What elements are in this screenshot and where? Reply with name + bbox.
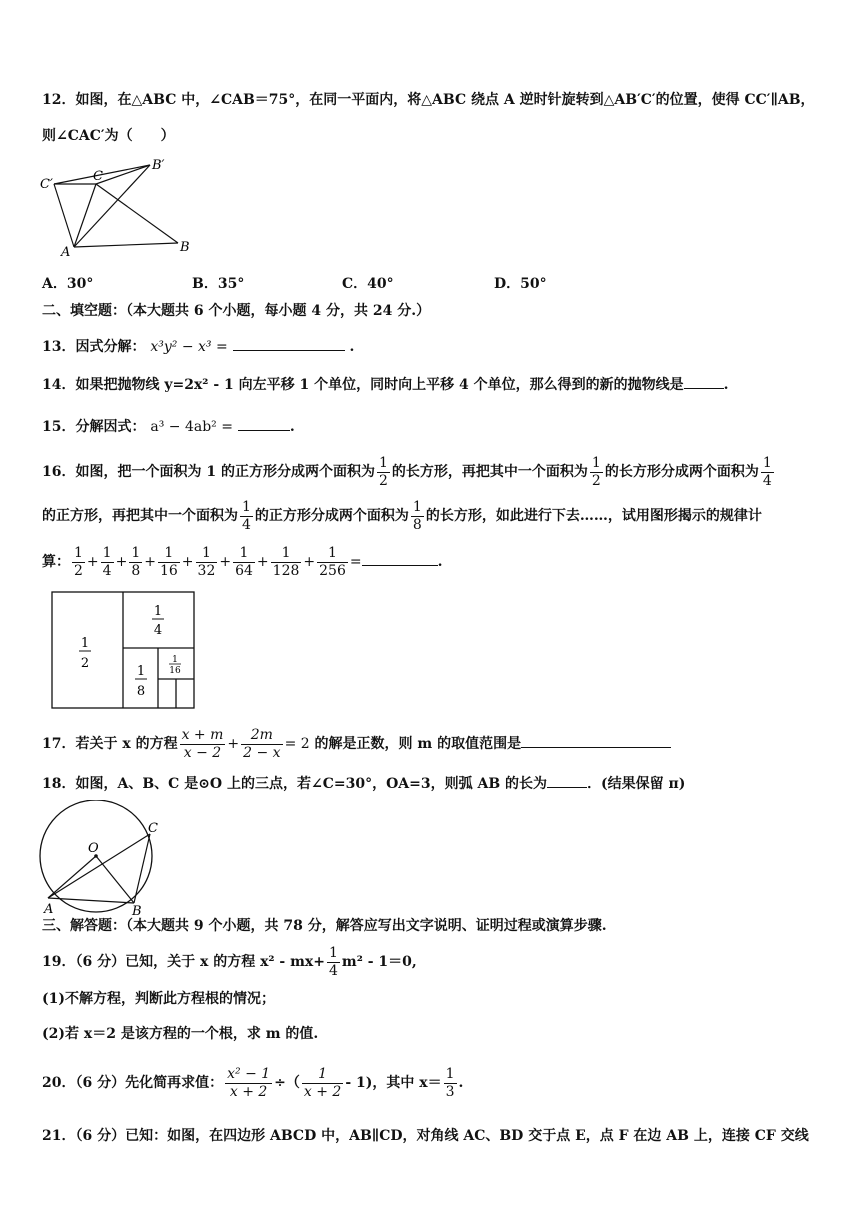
q14-answer-blank[interactable] [684,374,724,389]
q19-part1: (1)不解方程，判断此方程根的情况； [42,991,275,1007]
series-numerator: 1 [196,545,218,563]
series-numerator: 1 [317,545,348,563]
q20-frac-3: $\frac{1}{3}$ [445,1065,455,1100]
section-3-heading: 三、解答题：（本大题共 9 个小题，共 78 分，解答应写出文字说明、证明过程或演算步骤. [42,918,607,934]
fig-quarter-d: 4 [153,623,163,638]
q20-frac-1: $\frac{\text{x² − 1}}{x + 2}$ [227,1065,271,1100]
series-plus: + [115,554,128,570]
q16-suffix: . [437,554,443,570]
q16-line3 [42,540,442,584]
label-a-circle: A [44,902,54,915]
q16-text-1c: 的长方形分成两个面积为 [604,464,759,480]
q16-figure [51,591,196,710]
option-d[interactable]: D．50° [494,276,547,292]
q18 [42,773,685,794]
q17-frac-1: $\frac{x + m}{x - 2}$ [181,726,224,761]
q16-frac-half: $\frac{1}{2}$ [378,454,388,489]
q18-text: 18．如图，A、B、C 是⊙O 上的三点，若∠C=30°，OA=3，则弧 AB 的长为 [42,776,548,792]
label-o: O [88,841,99,856]
q16-line2 [42,494,762,538]
q14-suffix: . [723,377,729,393]
q21: 21．（6 分）已知：如图，在四边形 ABCD 中，AB∥CD，对角线 AC、BD 交于点 E，点 F 在边 AB 上，连接 CF 交线 [42,1128,809,1144]
series-numerator: 1 [233,545,255,563]
label-c-circle: C [148,821,158,836]
series-plus: + [303,554,316,570]
q17-answer-blank[interactable] [521,733,671,748]
series-denominator: 128 [272,562,300,579]
q16-frac-quarter-2: $\frac{1}{4}$ [242,498,251,533]
q13-prefix: 13．因式分解： [42,339,146,355]
series-fraction [233,545,255,580]
option-c[interactable]: C．40° [342,276,394,292]
series-numerator: 1 [131,544,141,561]
q14-text: 14．如果把抛物线 y=2x² - 1 向左平移 1 个单位，同时向上平移 4 个单位，那么得到的新的抛物线是 [42,377,684,393]
label-c-prime: C′ [40,177,53,192]
series-fraction [158,545,180,580]
series-plus: + [256,554,269,570]
series-fraction [101,545,114,580]
q20-frac-2: $\frac{1}{x + 2}$ [303,1065,342,1100]
q20 [42,1061,463,1105]
section-2-heading: 二、填空题：（本大题共 6 个小题，每小题 4 分，共 24 分.） [42,303,431,319]
q13-expr: x³y² − x³ = [150,339,228,355]
q12-line2: 则∠CAC′为（ ） [42,128,175,144]
q14 [42,374,728,395]
series-plus: + [181,554,194,570]
series-fraction [317,545,348,580]
q20-prefix: 20．（6 分）先化简再求值： [42,1075,224,1091]
q19-prefix: 19．（6 分）已知，关于 x 的方程 x² - mx+ [42,954,325,970]
q19-frac: $\frac{1}{4}$ [329,944,338,979]
q16-text-2b: 的正方形分成两个面积为 [254,508,409,524]
series-fraction [129,545,142,580]
q20-div: ÷（ [274,1075,300,1091]
series-denominator: 16 [159,562,178,579]
series-denominator: 256 [319,562,346,579]
q13-answer-blank[interactable] [233,336,345,351]
q18-answer-blank[interactable] [547,773,587,788]
fig-sixteenth-d: 16 [169,666,181,676]
q17-prefix: 17．若关于 x 的方程 [42,736,178,752]
series-denominator: 32 [197,562,216,579]
series-numerator: 1 [158,545,180,563]
q19-suffix: m² - 1＝0, [341,954,417,970]
series-denominator: 64 [235,562,253,579]
q16-line1 [42,450,776,494]
q18-suffix: ．(结果保留 π) [587,776,686,792]
q17-eq: = 2 [284,736,310,752]
q20-suffix: . [458,1075,464,1091]
q17-frac-2: $\frac{2m}{2 - x}$ [243,726,281,761]
q16-series [70,544,362,579]
fig-half-d: 2 [80,656,90,671]
q12-figure [36,155,206,260]
fig-quarter-n: 1 [153,604,163,619]
fig-half-n: 1 [80,636,90,651]
series-fraction [271,545,302,580]
label-a: A [61,245,71,260]
q16-text-1a: 16．如图，把一个面积为 1 的正方形分成两个面积为 [42,464,375,480]
label-b: B [180,240,190,255]
option-a[interactable]: A．30° [42,276,94,292]
q16-text-2c: 的长方形，如此进行下去……，试用图形揭示的规律计 [425,508,762,524]
q17-suffix: 的解是正数，则 m 的取值范围是 [314,736,522,752]
q16-frac-half-2: $\frac{1}{2}$ [591,454,601,489]
series-denominator: 4 [102,562,112,579]
series-plus: + [219,554,232,570]
label-b-circle: B [132,904,142,915]
q12-options [42,273,642,293]
series-equals: = [349,554,362,570]
series-denominator: 8 [131,562,141,579]
fig-eighth-n: 1 [136,664,146,679]
fig-sixteenth-n: 1 [172,655,178,665]
option-b[interactable]: B．35° [192,276,245,292]
q20-mid: - 1)，其中 x＝ [345,1075,442,1091]
q17 [42,722,671,766]
label-b-prime: B′ [152,158,165,173]
series-numerator: 1 [271,545,302,563]
q16-text-3a: 算： [42,554,70,570]
q16-frac-quarter: $\frac{1}{4}$ [762,454,772,489]
q16-answer-blank[interactable] [362,551,438,566]
series-fraction [72,545,85,580]
q13-suffix: . [349,339,355,355]
q18-figure [36,800,166,915]
q19-part2: (2)若 x＝2 是该方程的一个根，求 m 的值. [42,1026,319,1042]
q15-prefix: 15．分解因式： [42,419,146,435]
q15-answer-blank[interactable] [238,416,290,431]
q15-suffix: . [289,419,295,435]
fig-eighth-d: 8 [136,684,146,699]
series-plus: + [144,554,156,570]
q13 [42,336,354,357]
q19 [42,940,417,984]
q16-text-1b: 的长方形，再把其中一个面积为 [391,464,588,480]
q15 [42,416,295,437]
series-numerator: 1 [102,544,112,561]
q16-text-2a: 的正方形，再把其中一个面积为 [42,508,238,524]
label-c: C [93,169,103,184]
q12-line1: 12．如图，在△ABC 中，∠CAB＝75°，在同一平面内，将△ABC 绕点 A 逆时针旋转到△AB′C′的位置，使得 CC′∥AB， [42,92,815,108]
series-fraction [196,545,218,580]
series-plus: + [86,554,99,570]
q15-expr: a³ − 4ab² = [150,419,233,435]
q16-frac-eighth: $\frac{1}{8}$ [412,498,422,533]
series-denominator: 2 [74,562,83,579]
series-numerator: 1 [74,544,83,561]
q17-plus: + [227,736,240,752]
